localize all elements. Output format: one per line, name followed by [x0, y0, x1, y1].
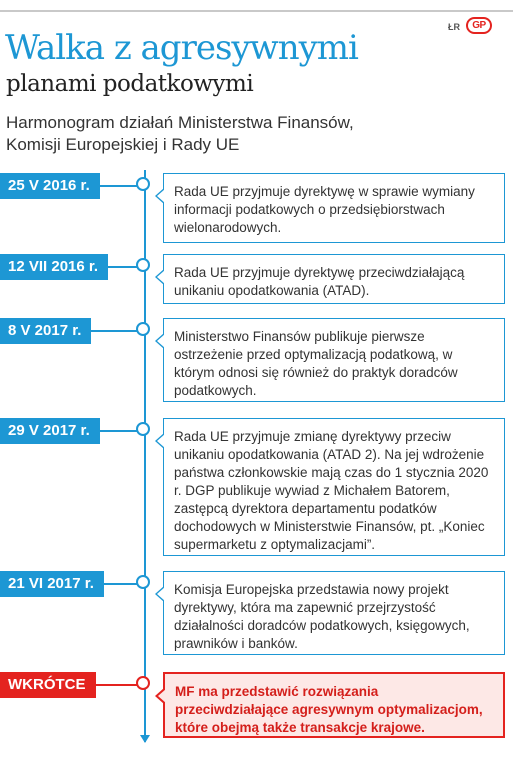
timeline-date: 21 VI 2017 r.: [0, 571, 104, 597]
lead-text: [6, 112, 426, 156]
lead-line: Harmonogram działań Ministerstwa Finansów,: [6, 113, 354, 132]
timeline-node-icon: [136, 258, 150, 272]
timeline-axis: [144, 170, 146, 742]
timeline-date: 29 V 2017 r.: [0, 418, 100, 444]
lead-line: Komisji Europejskiej i Rady UE: [6, 135, 240, 154]
top-rule: [0, 10, 513, 12]
timeline-node-icon: [136, 322, 150, 336]
connector-line: [98, 583, 140, 585]
timeline-node-icon: [136, 676, 150, 690]
timeline-date: 12 VII 2016 r.: [0, 254, 108, 280]
connector-line: [95, 684, 140, 686]
timeline-node-icon: [136, 422, 150, 436]
timeline-date: 25 V 2016 r.: [0, 173, 100, 199]
connector-line: [98, 430, 140, 432]
headline: Walka z agresywnymi: [5, 28, 358, 68]
publisher-logo: GP: [466, 17, 492, 34]
timeline-description: Rada UE przyjmuje zmianę dyrektywy przeciw unikaniu opodatkowania (ATAD 2). Na jej wdrożenie państwa członkowskie mają czas do 1 stycznia 2020 r. DGP publikuje wywiad z Michałem Batorem, zastępcą dyrektora departamentu podatków dochodowych w Ministerstwie Finansów, pt. „Koniec supermarketu z optymalizacjami”.: [163, 418, 505, 556]
timeline-description: Rada UE przyjmuje dyrektywę w sprawie wymiany informacji podatkowych o przedsiębiorstwach wielonarodowych.: [163, 173, 505, 243]
headline-subtitle: planami podatkowymi: [6, 71, 254, 97]
timeline-node-icon: [136, 177, 150, 191]
connector-line: [100, 185, 140, 187]
timeline-arrow-icon: [140, 735, 150, 743]
connector-line: [105, 266, 140, 268]
timeline-description: Ministerstwo Finansów publikuje pierwsze ostrzeżenie przed optymalizacją podatkową, w którym odnosi się również do praktyk doradców podatkowych.: [163, 318, 505, 402]
timeline-node-icon: [136, 575, 150, 589]
timeline-date: WKRÓTCE: [0, 672, 96, 698]
timeline-description: Rada UE przyjmuje dyrektywę przeciwdziałającą unikaniu opodatkowania (ATAD).: [163, 254, 505, 304]
author-credit: ŁR: [448, 22, 460, 32]
timeline-description: MF ma przedstawić rozwiązania przeciwdziałające agresywnym optymalizacjom, które obejmą także transakcje krajowe.: [163, 672, 505, 738]
timeline-date: 8 V 2017 r.: [0, 318, 91, 344]
timeline-description: Komisja Europejska przedstawia nowy projekt dyrektywy, która ma zapewnić przejrzystość działalności doradców podatkowych, księgowych, prawników i banków.: [163, 571, 505, 655]
connector-line: [88, 330, 140, 332]
